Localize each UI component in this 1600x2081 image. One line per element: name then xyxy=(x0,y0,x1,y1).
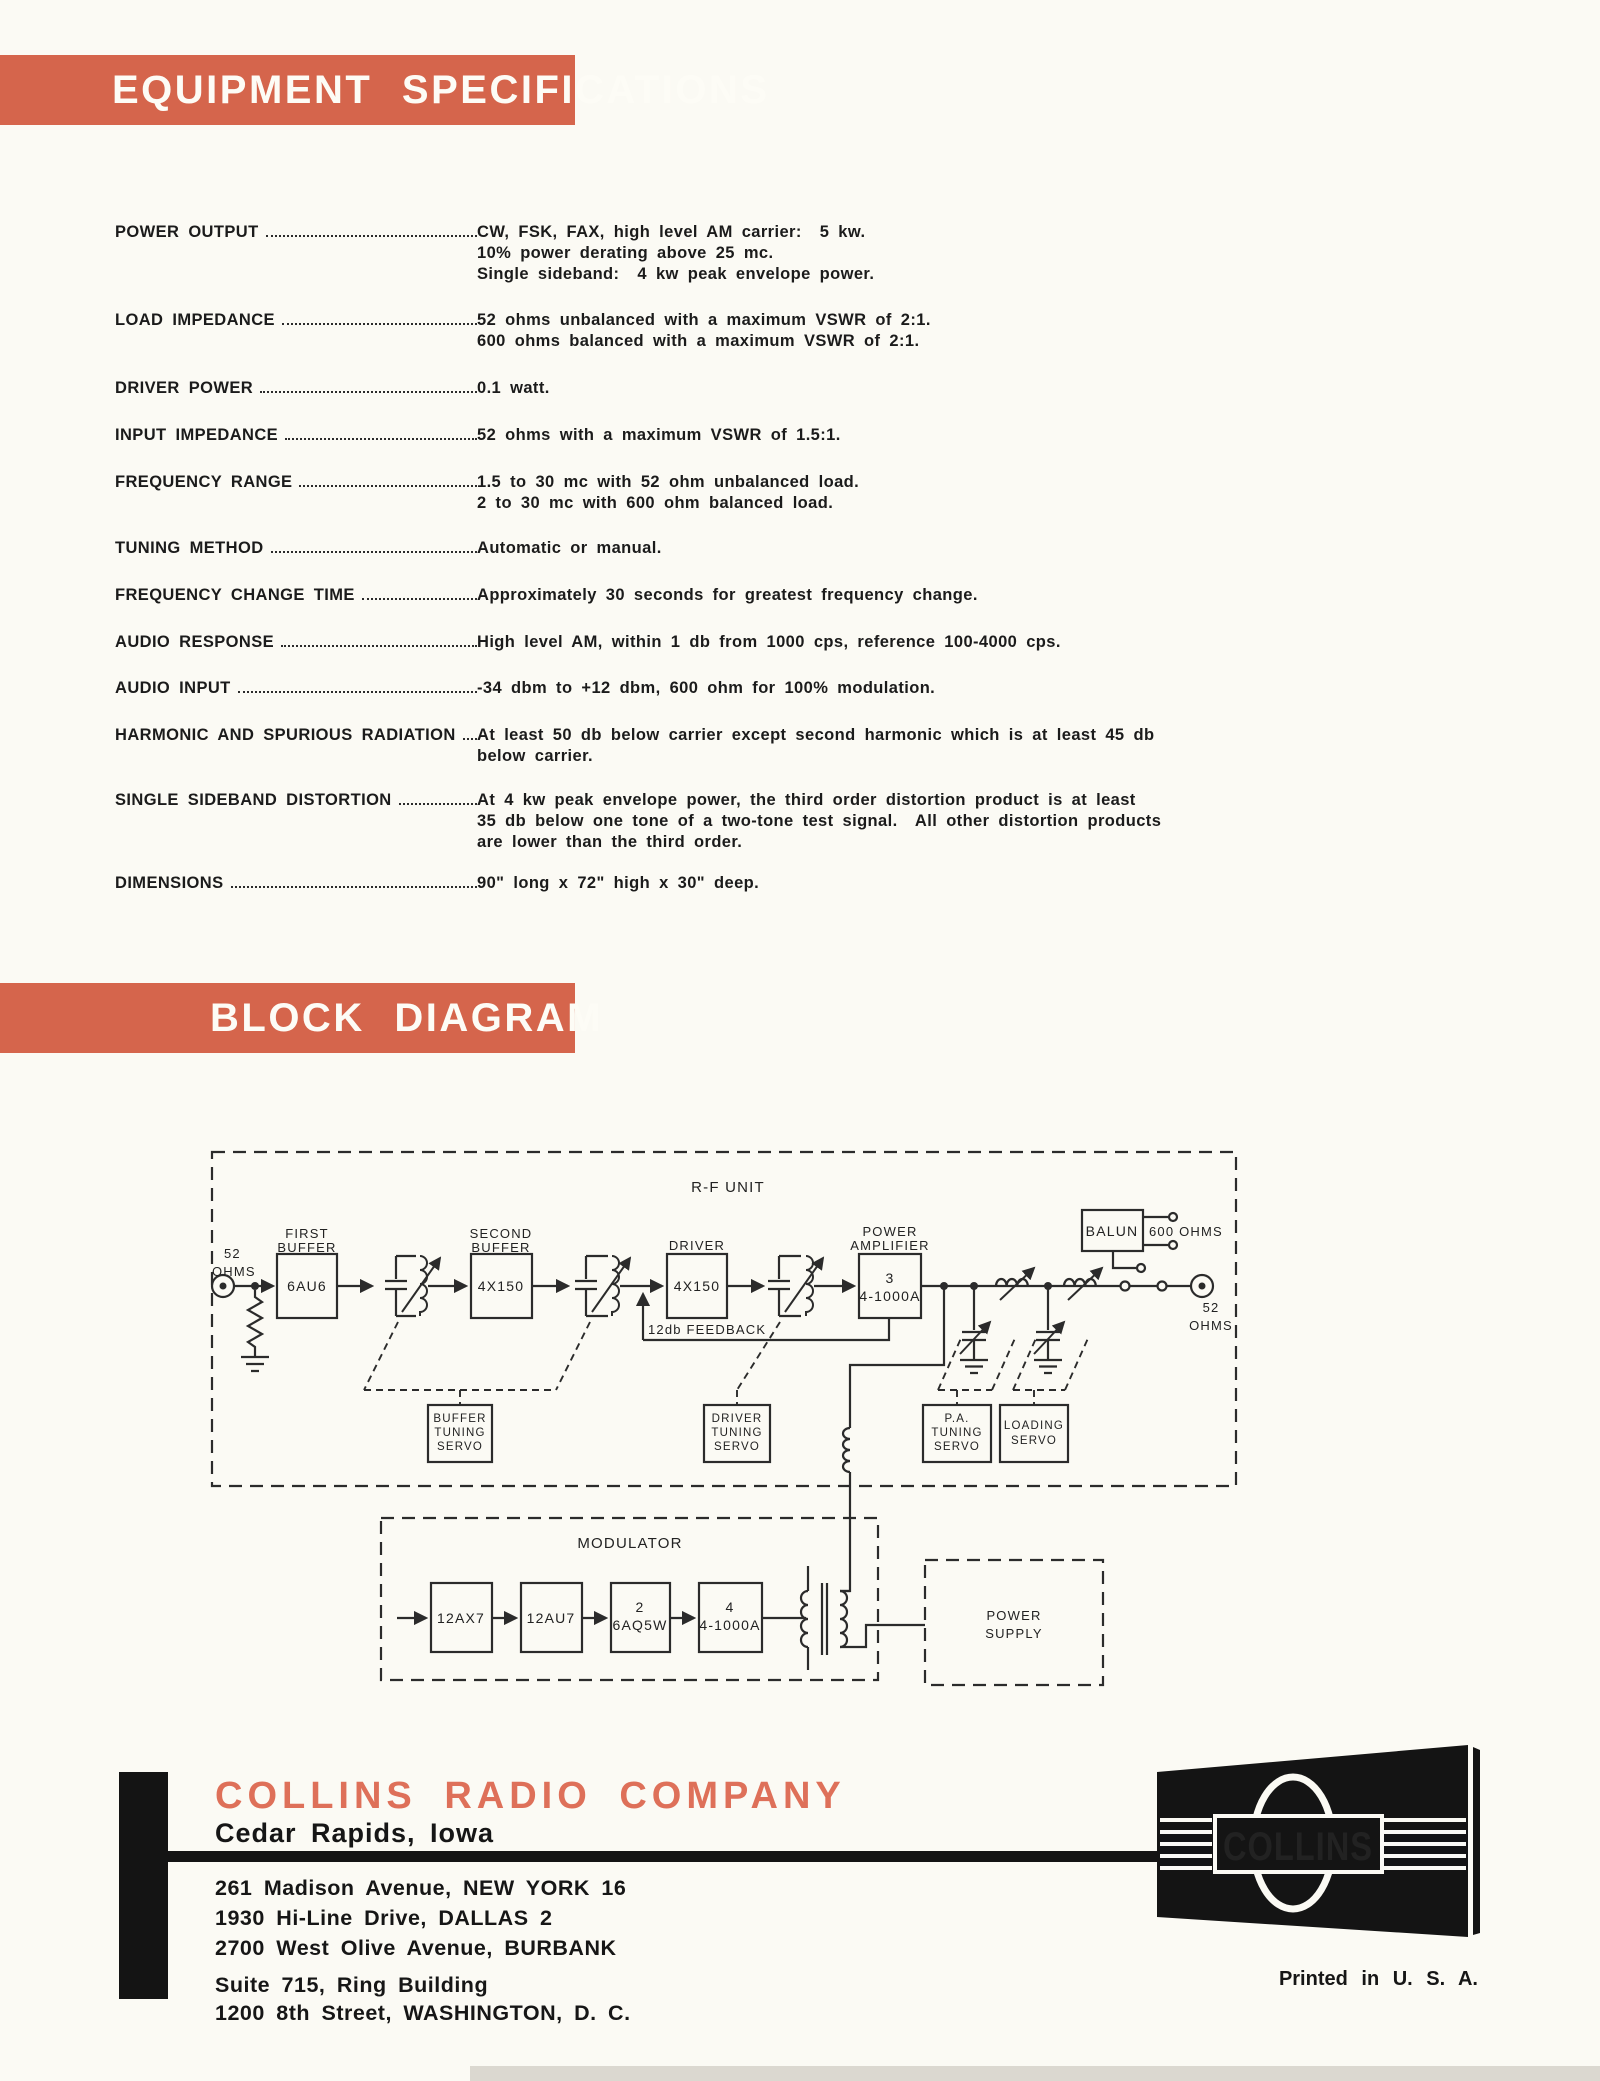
spec-value: Automatic or manual. xyxy=(477,539,662,557)
spec-row-power-output xyxy=(115,222,1290,285)
dotted-leader xyxy=(260,378,477,393)
equipment-specifications-title: EQUIPMENT SPECIFICATIONS xyxy=(112,68,770,112)
spec-row-driver-power xyxy=(115,378,1290,399)
spec-value: 52 ohms unbalanced with a maximum VSWR of 2:1. 600 ohms balanced with a maximum VSWR of 2:1. xyxy=(477,311,931,350)
buffer-servo-label: TUNING xyxy=(434,1427,486,1439)
spec-value: CW, FSK, FAX, high level AM carrier: 5 kw. 10% power derating above 25 mc. Single sideband: 4 kw peak envelope power. xyxy=(477,223,875,283)
loading-servo-label: LOADING xyxy=(1003,1420,1065,1432)
output-impedance-label: OHMS xyxy=(1189,1318,1233,1333)
buffer-servo-label: SERVO xyxy=(436,1441,484,1453)
spec-label: DRIVER POWER xyxy=(115,379,254,397)
power-amplifier-label: AMPLIFIER xyxy=(850,1238,930,1253)
spec-value: -34 dbm to +12 dbm, 600 ohm for 100% modulation. xyxy=(477,679,936,697)
spec-label: DIMENSIONS xyxy=(115,874,224,892)
spec-value: Approximately 30 seconds for greatest frequency change. xyxy=(477,586,978,604)
address-line: Suite 715, Ring Building xyxy=(215,1973,489,1997)
mod-tube-label: 6AQ5W xyxy=(612,1617,668,1633)
buffer-servo-label: BUFFER xyxy=(433,1413,487,1425)
address-line: 261 Madison Avenue, NEW YORK 16 xyxy=(215,1876,627,1900)
spec-label: FREQUENCY CHANGE TIME xyxy=(115,586,355,604)
spec-value: 0.1 watt. xyxy=(477,379,550,397)
plate-feed-line xyxy=(840,1286,944,1591)
spec-row-frequency-change-time xyxy=(115,585,1290,606)
loading-capacitor xyxy=(1034,1286,1064,1373)
loading-servo-label: SERVO xyxy=(1010,1435,1058,1447)
first-buffer-tube: 6AU6 xyxy=(287,1278,327,1294)
spec-row-audio-input xyxy=(115,678,1290,699)
page-edge-strip xyxy=(470,2066,1600,2081)
spec-value: 52 ohms with a maximum VSWR of 1.5:1. xyxy=(477,426,841,444)
output-jack xyxy=(1158,1282,1167,1291)
spec-label: HARMONIC AND SPURIOUS RADIATION xyxy=(115,726,456,744)
output-jack xyxy=(1121,1282,1130,1291)
dotted-leader xyxy=(463,725,477,740)
spec-label: INPUT IMPEDANCE xyxy=(115,426,279,444)
loading-servo-box xyxy=(1000,1405,1068,1462)
spec-row-dimensions xyxy=(115,873,1290,894)
input-resistor xyxy=(241,1290,269,1371)
dotted-leader xyxy=(281,632,477,647)
variable-arrow-icon xyxy=(1068,1268,1102,1300)
mod-tube-qty: 4 xyxy=(725,1599,735,1615)
spec-value: High level AM, within 1 db from 1000 cps, reference 100-4000 cps. xyxy=(477,633,1061,651)
spec-row-frequency-range xyxy=(115,472,1290,514)
power-amplifier-box xyxy=(859,1254,921,1318)
mod-tube-label: 12AX7 xyxy=(436,1610,486,1626)
ground-icon xyxy=(1034,1360,1062,1373)
dotted-leader xyxy=(282,310,477,325)
logo-wordmark: COLLINS xyxy=(1223,1825,1373,1869)
block-diagram-title: BLOCK DIAGRAM xyxy=(210,996,603,1040)
mod-tube-label: 12AU7 xyxy=(526,1610,576,1626)
buffer-servo-linkage xyxy=(364,1322,590,1405)
dotted-leader xyxy=(231,873,477,888)
pa-servo-label: SERVO xyxy=(933,1441,981,1453)
pa-servo-linkage xyxy=(938,1336,1016,1405)
power-supply-label: SUPPLY xyxy=(985,1626,1043,1641)
spec-label: SINGLE SIDEBAND DISTORTION xyxy=(115,791,392,809)
driver-servo-label: TUNING xyxy=(711,1427,763,1439)
mod-tube-qty: 2 xyxy=(635,1599,645,1615)
dotted-leader xyxy=(399,790,477,805)
dotted-leader xyxy=(285,425,477,440)
dotted-leader xyxy=(238,678,477,693)
spec-value: At 4 kw peak envelope power, the third order distortion product is at least 35 db below one tone of a two-tone test signal. All other distortion products are lower than the third order. xyxy=(477,791,1162,851)
pa-servo-label: P.A. xyxy=(944,1413,970,1425)
spec-row-load-impedance xyxy=(115,310,1290,352)
pa-servo-label: TUNING xyxy=(931,1427,983,1439)
collins-logo xyxy=(1140,1735,1490,1945)
mod-tube-label: 4-1000A xyxy=(699,1617,761,1633)
dotted-leader xyxy=(271,538,477,553)
block-diagram-banner xyxy=(0,983,603,1053)
dotted-leader xyxy=(266,222,477,237)
spec-label: AUDIO RESPONSE xyxy=(115,633,275,651)
driver-servo-label: SERVO xyxy=(713,1441,761,1453)
spec-label: POWER OUTPUT xyxy=(115,223,259,241)
power-supply-label: POWER xyxy=(986,1608,1042,1623)
spec-row-audio-response xyxy=(115,632,1290,653)
loading-servo-linkage xyxy=(1013,1336,1089,1405)
spec-value: 90" long x 72" high x 30" deep. xyxy=(477,874,760,892)
ground-icon xyxy=(960,1360,988,1373)
address-line: 1200 8th Street, WASHINGTON, D. C. xyxy=(215,2001,631,2025)
address-line: 2700 West Olive Avenue, BURBANK xyxy=(215,1936,617,1960)
feedback-label: 12db FEEDBACK xyxy=(648,1322,767,1337)
rf-choke-icon xyxy=(843,1428,850,1472)
driver-label: DRIVER xyxy=(668,1238,726,1253)
balun-output-label: 600 OHMS xyxy=(1149,1224,1223,1239)
pa-tune-capacitor xyxy=(960,1286,990,1373)
variable-arrow-icon xyxy=(1000,1268,1034,1300)
second-buffer-label: BUFFER xyxy=(471,1240,531,1255)
company-city: Cedar Rapids, Iowa xyxy=(215,1818,495,1848)
company-name: COLLINS RADIO COMPANY xyxy=(215,1775,846,1817)
spec-row-tuning-method xyxy=(115,538,1290,559)
second-buffer-label: SECOND xyxy=(469,1226,533,1241)
spec-label: AUDIO INPUT xyxy=(115,679,231,697)
equipment-specifications-banner xyxy=(0,55,770,125)
printed-in-usa: Printed in U. S. A. xyxy=(1278,1968,1478,1990)
input-impedance-label: OHMS xyxy=(212,1264,256,1279)
first-buffer-label: BUFFER xyxy=(277,1240,337,1255)
ground-icon xyxy=(241,1357,269,1371)
spec-value: At least 50 db below carrier except second harmonic which is at least 45 db below carrier. xyxy=(477,726,1155,765)
dotted-leader xyxy=(362,585,477,600)
logo-panel-edge xyxy=(1473,1747,1480,1935)
spec-row-ssb-distortion xyxy=(115,790,1290,853)
driver-servo-label: DRIVER xyxy=(711,1413,763,1425)
spec-row-input-impedance xyxy=(115,425,1290,446)
input-impedance-label: 52 xyxy=(224,1246,241,1261)
second-buffer-tube: 4X150 xyxy=(477,1278,525,1294)
footer-vertical-bar xyxy=(119,1772,168,1999)
spec-label: FREQUENCY RANGE xyxy=(115,473,293,491)
footer-rule xyxy=(168,1851,1158,1862)
pa-tube-qty: 3 xyxy=(885,1270,895,1286)
driver-tube: 4X150 xyxy=(673,1278,721,1294)
address-line: 1930 Hi-Line Drive, DALLAS 2 xyxy=(215,1906,553,1930)
spec-row-harmonic-radiation xyxy=(115,725,1290,767)
output-impedance-label: 52 xyxy=(1202,1300,1220,1315)
modulator-label: MODULATOR xyxy=(577,1535,683,1552)
balun-label: BALUN xyxy=(1085,1223,1139,1239)
spec-value: 1.5 to 30 mc with 52 ohm unbalanced load. 2 to 30 mc with 600 ohm balanced load. xyxy=(477,473,860,512)
balun-box xyxy=(1082,1210,1177,1272)
block-diagram-svg xyxy=(0,1100,1600,1700)
rf-unit-label: R-F UNIT xyxy=(691,1179,765,1196)
spec-label: TUNING METHOD xyxy=(115,539,264,557)
rf-output-connector xyxy=(1191,1275,1213,1297)
modulation-transformer-icon xyxy=(801,1566,925,1670)
power-amplifier-label: POWER xyxy=(862,1224,918,1239)
spec-label: LOAD IMPEDANCE xyxy=(115,311,275,329)
dotted-leader xyxy=(299,472,477,487)
pa-tube: 4-1000A xyxy=(859,1288,921,1304)
first-buffer-label: FIRST xyxy=(285,1226,329,1241)
